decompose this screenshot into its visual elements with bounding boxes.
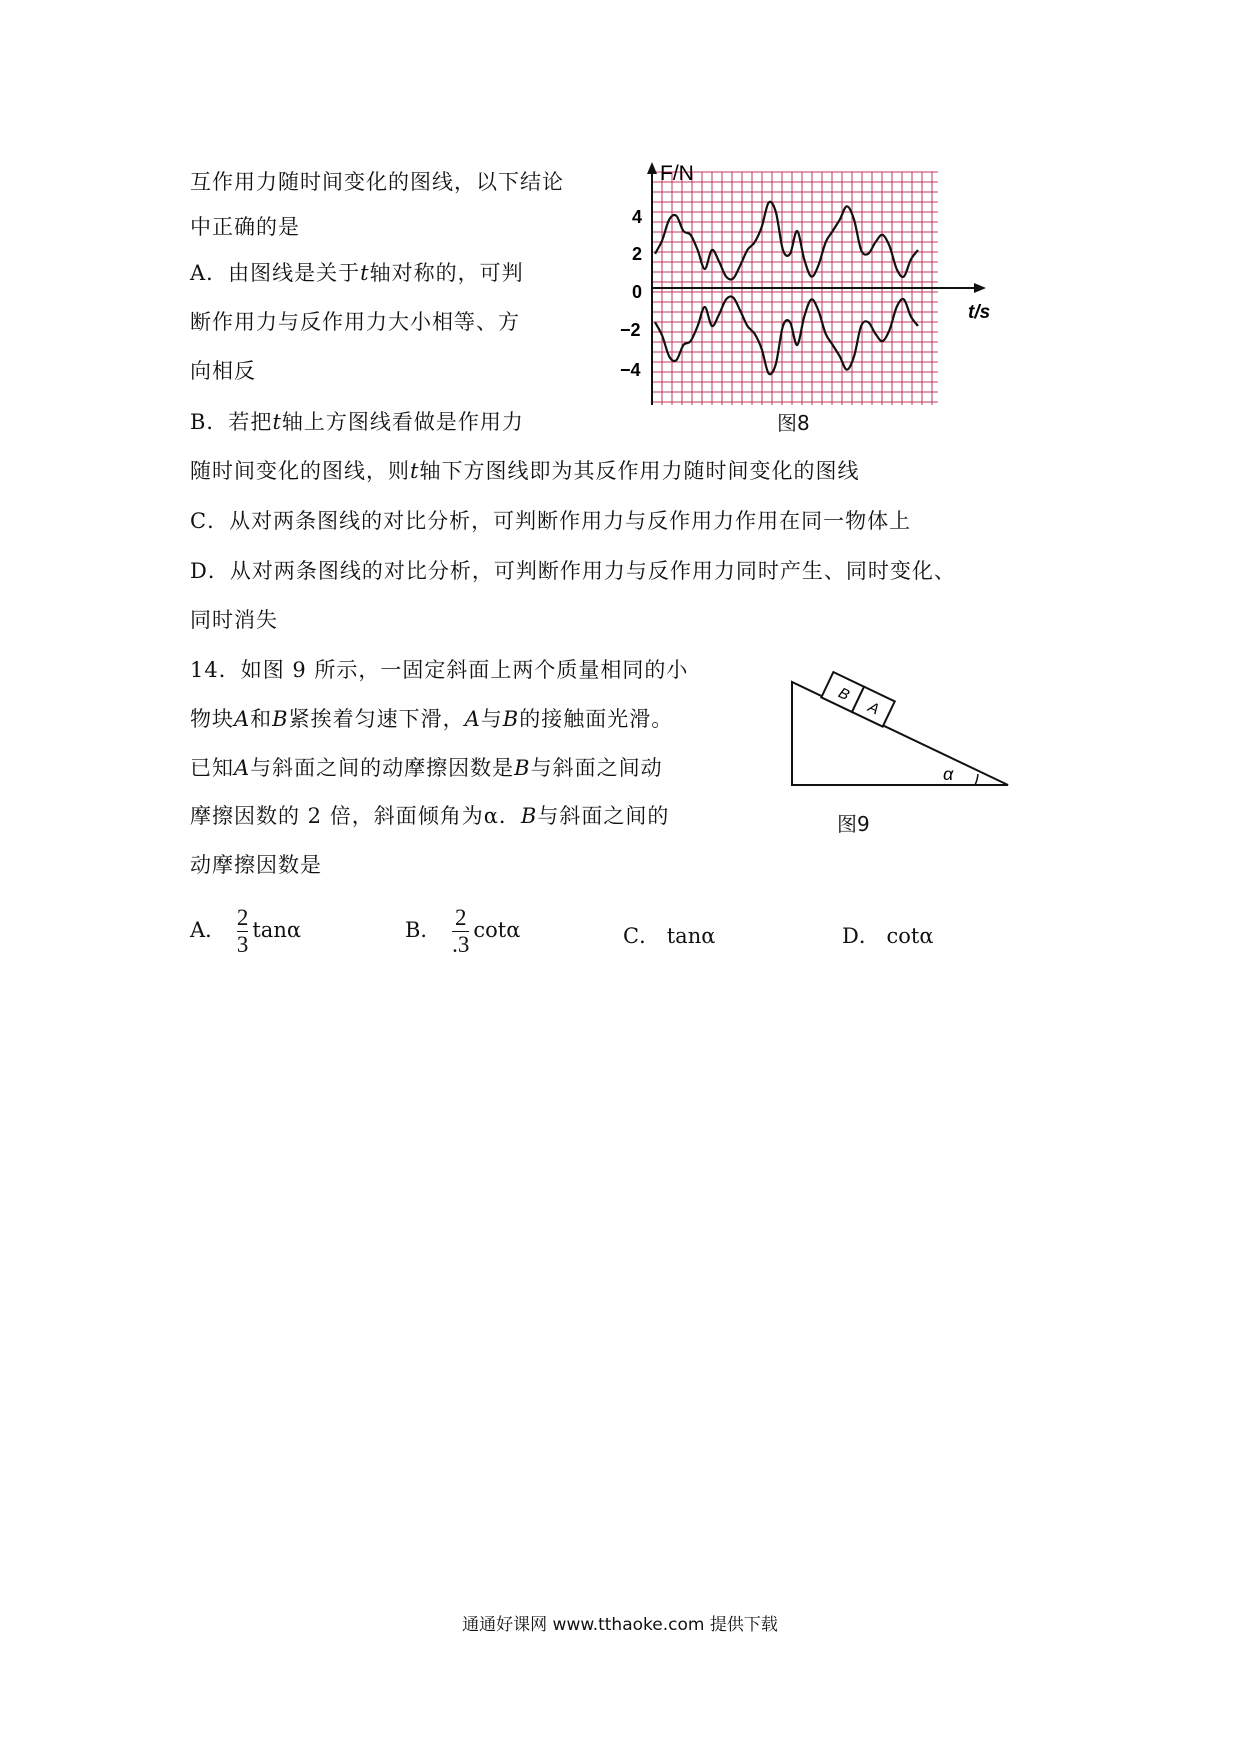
denominator: 3 <box>236 932 249 957</box>
figure-8-chart <box>600 160 990 430</box>
q14-line-2 <box>190 703 673 733</box>
y-tick-label: 2 <box>632 244 643 264</box>
text-segment: 和 <box>250 707 273 731</box>
q14-line-3 <box>190 752 663 782</box>
option-a[interactable] <box>190 905 301 958</box>
y-axis-arrow <box>647 162 657 174</box>
text-segment: 轴对称的，可判 <box>369 261 524 285</box>
text-segment: 与斜面之间的 <box>537 804 670 828</box>
symbol-b: B <box>520 804 538 828</box>
text-segment: 物块 <box>190 707 234 731</box>
symbol-b: B <box>502 707 520 731</box>
footer-credit: 通通好课网 www.tthaoke.com 提供下载 <box>462 1615 778 1635</box>
text-segment: 已知 <box>190 756 234 780</box>
figure-9-incline <box>780 670 1020 800</box>
x-axis-label: t/s <box>968 302 990 323</box>
t-symbol: t <box>272 410 282 434</box>
numerator: 2 <box>236 905 249 930</box>
text-segment: 轴上方图线看做是作用力 <box>281 410 524 434</box>
y-tick-label: 4 <box>632 207 643 227</box>
q13-option-d-line-2: 同时消失 <box>190 608 278 632</box>
q13-option-a-line-2: 断作用力与反作用力大小相等、方 <box>190 310 520 334</box>
option-a-func: tanα <box>252 918 302 942</box>
q13-option-a-line-1 <box>190 257 524 287</box>
text-segment: 与斜面之间的动摩擦因数是 <box>250 756 515 780</box>
text-segment: A．由图线是关于 <box>190 261 361 285</box>
series-line-upper <box>655 202 918 280</box>
y-tick-label: 0 <box>632 282 643 302</box>
option-b[interactable] <box>405 905 520 958</box>
figure-8-caption: 图8 <box>777 411 810 435</box>
block-a-label: A <box>865 698 882 719</box>
numerator: 2 <box>455 905 467 930</box>
q13-option-c: C．从对两条图线的对比分析，可判断作用力与反作用力作用在同一物体上 <box>190 509 912 533</box>
y-axis-label: F/N <box>660 162 694 185</box>
text-segment: 的接触面光滑。 <box>519 707 674 731</box>
q13-option-a-line-3: 向相反 <box>190 359 256 383</box>
text-segment: 与斜面之间动 <box>530 756 663 780</box>
symbol-a: A <box>234 707 251 731</box>
angle-label: α <box>943 764 954 784</box>
symbol-b: B <box>514 756 531 780</box>
q14-line-5: 动摩擦因数是 <box>190 853 322 877</box>
q14-line-4 <box>190 800 669 830</box>
option-c[interactable]: C． tanα <box>623 924 716 948</box>
text-segment: 摩擦因数的 2 倍，斜面倾角为α． <box>190 804 521 828</box>
angle-arc <box>975 774 978 785</box>
text-segment: 轴下方图线即为其反作用力随时间变化的图线 <box>419 459 860 483</box>
y-tick-label: −4 <box>620 360 641 380</box>
q14-line-1: 14．如图 9 所示，一固定斜面上两个质量相同的小 <box>190 658 689 682</box>
q13-option-b-line-1 <box>190 406 524 436</box>
y-tick-label: −2 <box>620 320 641 340</box>
x-axis-arrow <box>974 283 986 293</box>
symbol-b: B <box>272 707 289 731</box>
t-symbol: t <box>410 459 420 483</box>
symbol-a: A <box>234 756 251 780</box>
figure-9-caption: 图9 <box>837 812 870 836</box>
t-symbol: t <box>360 261 370 285</box>
fraction <box>237 905 249 958</box>
text-segment: 与 <box>480 707 503 731</box>
text-segment: 随时间变化的图线，则 <box>190 459 410 483</box>
option-b-label: B． <box>405 918 442 942</box>
series-line-lower <box>655 297 918 375</box>
denominator: .3 <box>452 932 470 957</box>
option-b-func: cotα <box>473 918 521 942</box>
option-a-label: A． <box>190 918 227 942</box>
q13-option-b-line-2 <box>190 455 859 485</box>
option-d[interactable]: D． cotα <box>842 924 934 948</box>
block-b-label: B <box>835 684 853 705</box>
text-segment: 紧挨着匀速下滑， <box>288 707 465 731</box>
fraction <box>452 905 469 958</box>
q13-line-1: 互作用力随时间变化的图线，以下结论 <box>190 170 564 194</box>
q13-option-d-line-1: D．从对两条图线的对比分析，可判断作用力与反作用力同时产生、同时变化、 <box>190 559 956 583</box>
text-segment: B．若把 <box>190 410 273 434</box>
symbol-a: A <box>464 707 481 731</box>
q13-line-2: 中正确的是 <box>190 215 300 239</box>
